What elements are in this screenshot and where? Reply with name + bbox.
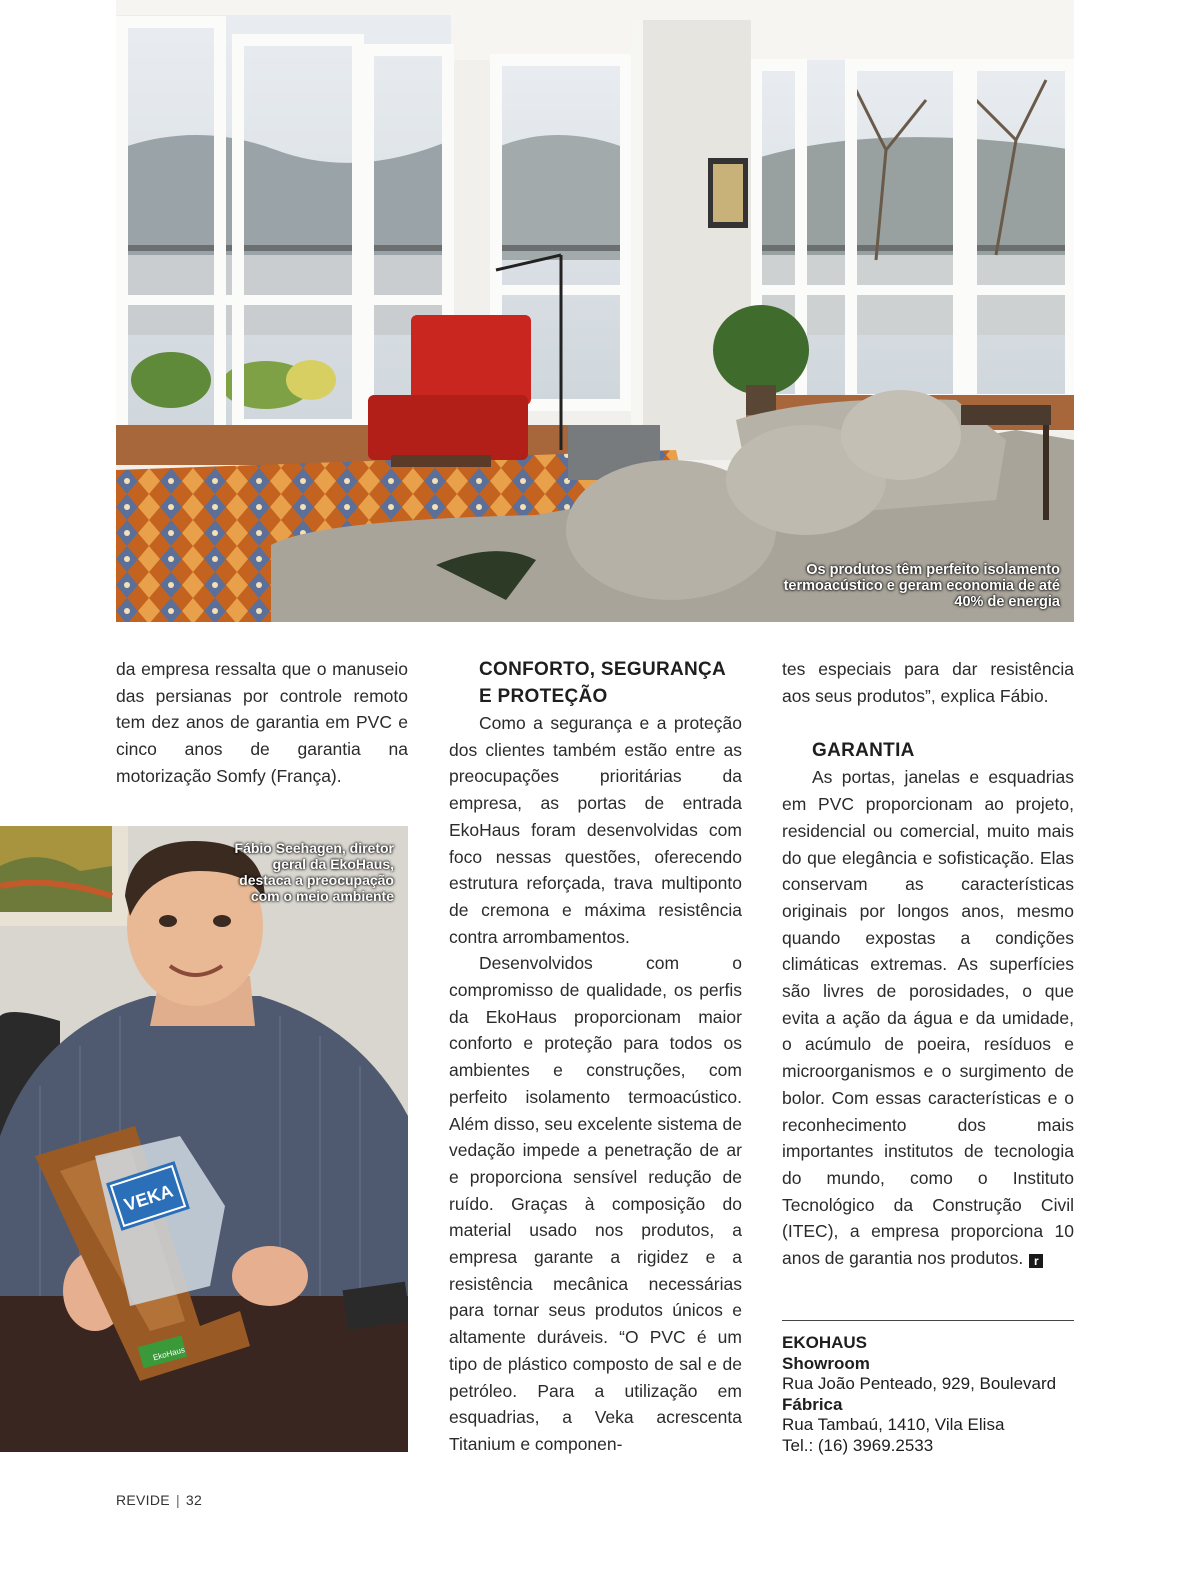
veka-logo-text: VEKA [121, 1180, 176, 1216]
end-of-article-icon: r [1029, 1254, 1043, 1268]
top-photo-caption: Os produtos têm perfeito isolamento termoacústico e geram economia de até 40% de energia [783, 562, 1060, 610]
ekohaus-label-text: EkoHaus [152, 1345, 186, 1363]
column-2-paragraph-2: Desenvolvidos com o compromisso de qualidade, os perfis da EkoHaus proporcionam maior conforto e proteção para todos os ambientes e construções, com perfeito isolamento termoacústico. Além disso, seu excelente sistema de vedação impede a penetração de ar e proporciona sensível redução de ruído. Graças à composição do material usado nos produtos, a empresa garante a rigidez e a resistência mecânica necessárias para tornar seus produtos únicos e altamente duráveis. “O PVC é um tipo de plástico composto de sal e de petróleo. Para a utilização em esquadrias, a Veka acrescenta Titanium e componen- [449, 953, 742, 1454]
heading-garantia: GARANTIA [812, 740, 915, 762]
footer-separator: | [175, 1492, 180, 1508]
contact-company: EKOHAUS [782, 1333, 868, 1352]
contact-showroom-address: Rua João Penteado, 929, Boulevard [782, 1374, 1057, 1394]
garantia-text: As portas, janelas e esquadrias em PVC proporcionam ao projeto, residencial ou comercial, muito mais do que elegância e sofisticação. Elas conservam as características originais por longos anos, mesmo quando expostas a condições climáticas extremas. As superfícies são livres de porosidades, o que evita a ação da água e da umidade, o acúmulo de poeira, resíduos e microorganismos e o surgimento de bolor. Com essas características e o reconhecimento dos mais importantes institutos de tecnologia do mundo, como o Instituto Tecnológico da Construção Civil (ITEC), a empresa proporciona 10 anos de garantia nos produtos. [782, 767, 1074, 1269]
portrait-photo [0, 826, 408, 1452]
heading-conforto: CONFORTO, SEGURANÇA E PROTEÇÃO [479, 659, 726, 707]
portrait-illustration [0, 826, 408, 1452]
column-2-paragraph-1: Como a segurança e a proteção dos clientes também estão entre as preocupações prioritárias da empresa, as portas de entrada EkoHaus foram desenvolvidas com foco nessas questões, oferecendo estrutura reforçada, trava multiponto de cremona e máxima resistência contra arrombamentos. [449, 713, 742, 947]
contact-factory-address: Rua Tambaú, 1410, Vila Elisa [782, 1415, 1005, 1435]
contact-box [782, 1333, 1082, 1457]
column-1-paragraph: da empresa ressalta que o manuseio das persianas por controle remoto tem dez anos de garantia em PVC e cinco anos de garantia na motorização Somfy (França). [116, 659, 408, 786]
column-3 [782, 656, 1074, 1272]
page-footer [116, 1492, 202, 1508]
column-2 [449, 656, 742, 1458]
contact-phone: Tel.: (16) 3969.2533 [782, 1435, 934, 1455]
living-room-illustration [116, 0, 1074, 622]
contact-showroom-label: Showroom [782, 1353, 870, 1373]
living-room-photo [116, 0, 1074, 622]
contact-factory-label: Fábrica [782, 1394, 843, 1414]
portrait-caption: Fábio Seehagen, diretor geral da EkoHaus, destaca a preocupação com o meio ambiente [234, 840, 394, 904]
footer-magazine-name: REVIDE [116, 1492, 170, 1508]
column-1-text [116, 656, 408, 790]
footer-page-number: 32 [185, 1492, 203, 1508]
garantia-paragraph [782, 764, 1074, 1271]
contact-divider [782, 1320, 1074, 1321]
column-3-continuation: tes especiais para dar resistência aos seus produtos”, explica Fábio. [782, 659, 1074, 706]
